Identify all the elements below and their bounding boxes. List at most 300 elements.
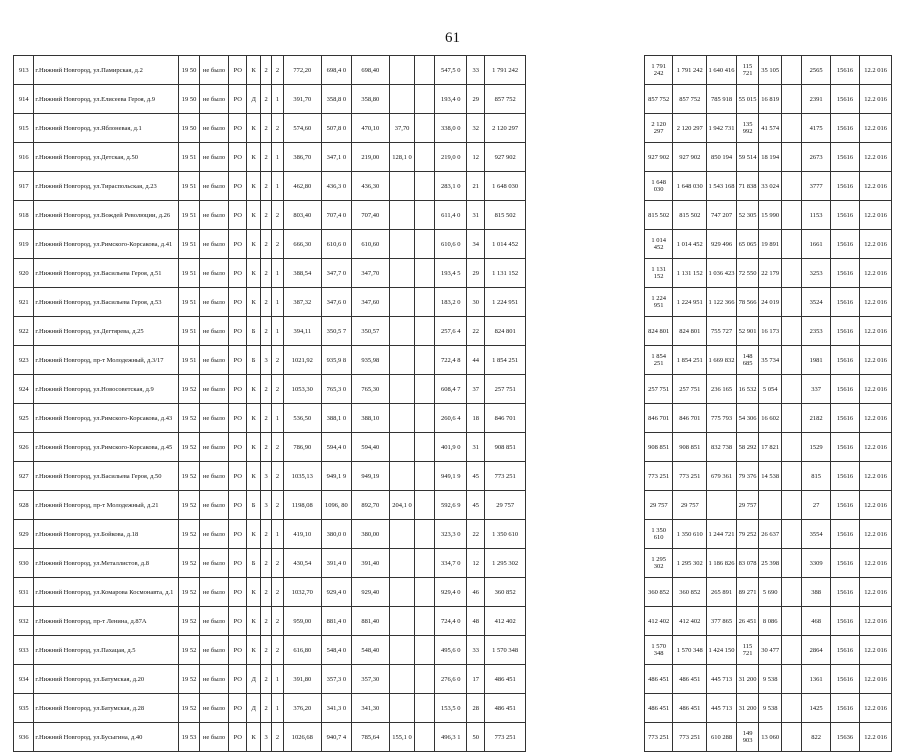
table-cell: Д	[247, 665, 261, 694]
table-cell: 12.2 016	[860, 665, 892, 694]
table-cell: 50	[467, 723, 485, 752]
table-cell: 772,20	[283, 56, 322, 85]
row-number-cell: 922	[14, 317, 34, 346]
table-cell	[782, 346, 802, 375]
table-cell: не было	[199, 114, 228, 143]
table-cell	[526, 462, 645, 491]
table-cell	[390, 375, 415, 404]
table-cell: 128,1 0	[390, 143, 415, 172]
table-cell	[390, 346, 415, 375]
table-cell: 265 891	[707, 578, 736, 607]
table-row	[14, 317, 892, 346]
table-cell: 2	[260, 259, 271, 288]
table-cell: Д	[247, 85, 261, 114]
table-cell	[415, 375, 435, 404]
row-number-cell: 916	[14, 143, 34, 172]
table-cell: 17	[467, 665, 485, 694]
table-cell: 386,70	[283, 143, 322, 172]
table-cell: 30	[467, 288, 485, 317]
table-cell: 52 305	[736, 201, 759, 230]
table-cell: 2	[272, 201, 283, 230]
table-cell: 358,80	[351, 85, 390, 114]
table-cell	[415, 578, 435, 607]
table-cell: 15616	[830, 346, 859, 375]
table-cell: 468	[802, 607, 830, 636]
table-cell: 12.2 016	[860, 317, 892, 346]
table-cell: 12.2 016	[860, 549, 892, 578]
table-cell: 347,70	[351, 259, 390, 288]
table-cell: 846 701	[485, 404, 526, 433]
address-cell: г.Нижний Новгород, ул.Батумская, д.20	[34, 665, 179, 694]
table-cell	[415, 723, 435, 752]
table-cell: К	[247, 201, 261, 230]
table-cell: не было	[199, 636, 228, 665]
table-cell: 16 602	[759, 404, 782, 433]
table-cell: 1 648 030	[673, 172, 707, 201]
table-cell: 2	[272, 636, 283, 665]
table-cell: 881,40	[351, 607, 390, 636]
table-row	[14, 201, 892, 230]
table-cell: 257 751	[644, 375, 672, 404]
table-cell: 37,70	[390, 114, 415, 143]
table-cell: 1 224 951	[644, 288, 672, 317]
table-cell: 486 451	[644, 665, 672, 694]
table-cell: 19 52	[179, 404, 199, 433]
table-cell: 78 566	[736, 288, 759, 317]
table-cell: 3777	[802, 172, 830, 201]
row-number-cell: 914	[14, 85, 34, 114]
table-cell: 22	[467, 520, 485, 549]
table-cell	[782, 317, 802, 346]
table-cell	[390, 288, 415, 317]
table-cell	[526, 346, 645, 375]
row-number-cell: 919	[14, 230, 34, 259]
table-cell: 341,3 0	[322, 694, 351, 723]
table-cell: Б	[247, 549, 261, 578]
register-table	[13, 55, 892, 752]
table-cell: 29	[467, 85, 485, 114]
table-cell: 1 854 251	[644, 346, 672, 375]
table-cell: РО	[229, 317, 247, 346]
address-cell: г.Нижний Новгород, ул.Васильева Героя, д.51	[34, 259, 179, 288]
address-cell: г.Нижний Новгород, ул.Римского-Корсакова, д.41	[34, 230, 179, 259]
table-cell: 34	[467, 230, 485, 259]
table-cell: 1 570 348	[485, 636, 526, 665]
table-cell: 815 502	[485, 201, 526, 230]
table-cell: 765,30	[351, 375, 390, 404]
table-cell: 935,98	[351, 346, 390, 375]
table-cell: 1 791 242	[644, 56, 672, 85]
table-cell: 1 854 251	[485, 346, 526, 375]
table-cell: 857 752	[644, 85, 672, 114]
table-row	[14, 404, 892, 433]
table-cell: 33	[467, 636, 485, 665]
address-cell: г.Нижний Новгород, ул.Римского-Корсакова, д.45	[34, 433, 179, 462]
table-cell: не было	[199, 462, 228, 491]
table-cell: 19 52	[179, 549, 199, 578]
table-cell: 347,1 0	[322, 143, 351, 172]
table-cell: 707,4 0	[322, 201, 351, 230]
table-cell: 380,0 0	[322, 520, 351, 549]
table-cell: РО	[229, 143, 247, 172]
table-cell: 5 054	[759, 375, 782, 404]
row-number-cell: 923	[14, 346, 34, 375]
table-cell: 45	[467, 462, 485, 491]
table-cell: 12.2 016	[860, 172, 892, 201]
table-cell: 815 502	[673, 201, 707, 230]
table-cell	[782, 723, 802, 752]
table-cell: 536,50	[283, 404, 322, 433]
address-cell: г.Нижний Новгород, ул.Тираспольская, д.23	[34, 172, 179, 201]
table-cell: 12.2 016	[860, 462, 892, 491]
table-cell	[782, 114, 802, 143]
table-cell: не было	[199, 578, 228, 607]
table-cell: 54 306	[736, 404, 759, 433]
table-cell: 257 751	[673, 375, 707, 404]
table-cell: 83 078	[736, 549, 759, 578]
table-cell	[782, 259, 802, 288]
table-cell: 1 648 030	[485, 172, 526, 201]
table-row	[14, 259, 892, 288]
address-cell: г.Нижний Новгород, пр-т Молодежный, д.3/17	[34, 346, 179, 375]
table-cell: 2	[260, 172, 271, 201]
table-cell: 786,90	[283, 433, 322, 462]
table-cell	[526, 549, 645, 578]
table-cell	[390, 520, 415, 549]
table-cell: не было	[199, 288, 228, 317]
address-cell: г.Нижний Новгород, ул.Памирская, д.2	[34, 56, 179, 85]
table-cell: 19 52	[179, 578, 199, 607]
table-cell	[782, 607, 802, 636]
table-row	[14, 346, 892, 375]
table-cell: 1032,70	[283, 578, 322, 607]
table-cell: 929,4 0	[322, 578, 351, 607]
table-cell: 183,2 0	[435, 288, 467, 317]
table-cell: не было	[199, 143, 228, 172]
table-cell: 357,3 0	[322, 665, 351, 694]
table-cell: 350,5 7	[322, 317, 351, 346]
table-cell: 1 543 168	[707, 172, 736, 201]
table-cell	[526, 114, 645, 143]
table-cell: 79 376	[736, 462, 759, 491]
table-cell: 2	[260, 520, 271, 549]
table-cell: 12.2 016	[860, 607, 892, 636]
table-cell: Д	[247, 694, 261, 723]
table-cell: 785 918	[707, 85, 736, 114]
table-cell: 388,1 0	[322, 404, 351, 433]
table-cell	[526, 665, 645, 694]
table-cell: 2 120 297	[673, 114, 707, 143]
table-cell	[707, 491, 736, 520]
table-cell	[526, 404, 645, 433]
table-cell: 15616	[830, 665, 859, 694]
table-cell: не было	[199, 433, 228, 462]
table-cell: 1 942 731	[707, 114, 736, 143]
table-cell: 15616	[830, 694, 859, 723]
row-number-cell: 935	[14, 694, 34, 723]
table-cell: 2	[272, 491, 283, 520]
table-cell: 12.2 016	[860, 723, 892, 752]
table-cell: 12.2 016	[860, 694, 892, 723]
table-cell: 1035,13	[283, 462, 322, 491]
table-cell: 15616	[830, 56, 859, 85]
table-cell: 1981	[802, 346, 830, 375]
table-cell: 19 50	[179, 85, 199, 114]
table-cell: 1 350 610	[673, 520, 707, 549]
table-cell: не было	[199, 491, 228, 520]
table-cell: 959,00	[283, 607, 322, 636]
table-cell: 2	[272, 723, 283, 752]
table-cell: 1 014 452	[644, 230, 672, 259]
table-cell: 350,57	[351, 317, 390, 346]
row-number-cell: 920	[14, 259, 34, 288]
table-cell: 71 838	[736, 172, 759, 201]
table-cell	[390, 85, 415, 114]
table-cell: 927 902	[485, 143, 526, 172]
table-cell: не было	[199, 665, 228, 694]
table-cell: 2	[272, 56, 283, 85]
table-cell: РО	[229, 201, 247, 230]
table-cell: 2391	[802, 85, 830, 114]
table-cell: 19 53	[179, 723, 199, 752]
table-cell	[390, 694, 415, 723]
table-cell: 765,3 0	[322, 375, 351, 404]
table-cell: 401,9 0	[435, 433, 467, 462]
table-cell: 698,40	[351, 56, 390, 85]
table-cell: не было	[199, 346, 228, 375]
table-cell: 486 451	[673, 665, 707, 694]
table-cell	[782, 578, 802, 607]
table-cell: 1 648 030	[644, 172, 672, 201]
table-cell: 857 752	[673, 85, 707, 114]
table-cell: 803,40	[283, 201, 322, 230]
row-number-cell: 926	[14, 433, 34, 462]
row-number-cell: 934	[14, 665, 34, 694]
table-cell: 2	[260, 433, 271, 462]
table-cell: 486 451	[485, 665, 526, 694]
table-cell: 2	[272, 346, 283, 375]
table-cell: 89 271	[736, 578, 759, 607]
table-cell: 773 251	[485, 462, 526, 491]
table-cell: 2	[260, 56, 271, 85]
table-cell: 594,40	[351, 433, 390, 462]
table-cell: 1 295 302	[673, 549, 707, 578]
table-cell: 2	[272, 433, 283, 462]
table-cell: 679 361	[707, 462, 736, 491]
address-cell: г.Нижний Новгород, ул.Детская, д.50	[34, 143, 179, 172]
table-cell: 436,30	[351, 172, 390, 201]
table-cell: 1	[272, 404, 283, 433]
table-row	[14, 607, 892, 636]
table-cell: 283,1 0	[435, 172, 467, 201]
table-cell: 24 019	[759, 288, 782, 317]
table-cell: 698,4 0	[322, 56, 351, 85]
table-cell: не было	[199, 723, 228, 752]
table-cell: 15616	[830, 85, 859, 114]
table-cell: 12	[467, 549, 485, 578]
table-cell: 12.2 016	[860, 201, 892, 230]
table-cell: 12.2 016	[860, 578, 892, 607]
table-cell: 12.2 016	[860, 636, 892, 665]
address-cell: г.Нижний Новгород, ул.Комарова Космонавта, д.1	[34, 578, 179, 607]
table-cell: 610,6 0	[435, 230, 467, 259]
table-cell: 486 451	[673, 694, 707, 723]
table-cell	[415, 491, 435, 520]
table-cell	[782, 433, 802, 462]
table-cell: 1 570 348	[644, 636, 672, 665]
table-cell: 419,10	[283, 520, 322, 549]
table-cell	[526, 520, 645, 549]
table-cell: 19 50	[179, 56, 199, 85]
table-cell: 2	[272, 114, 283, 143]
table-cell: 775 793	[707, 404, 736, 433]
table-cell: 747 207	[707, 201, 736, 230]
table-cell: 31 200	[736, 694, 759, 723]
table-cell	[782, 288, 802, 317]
table-cell: 496,3 1	[435, 723, 467, 752]
table-cell: 2864	[802, 636, 830, 665]
table-cell: 347,6 0	[322, 288, 351, 317]
row-number-cell: 918	[14, 201, 34, 230]
table-cell	[390, 665, 415, 694]
table-cell: РО	[229, 375, 247, 404]
table-cell: 29 757	[485, 491, 526, 520]
table-cell: 1 295 302	[644, 549, 672, 578]
table-cell: 785,64	[351, 723, 390, 752]
table-cell: РО	[229, 288, 247, 317]
table-cell: 1425	[802, 694, 830, 723]
table-cell	[415, 317, 435, 346]
table-cell: 1	[272, 665, 283, 694]
table-cell: 1	[272, 288, 283, 317]
table-cell: РО	[229, 578, 247, 607]
table-cell: 2	[272, 462, 283, 491]
table-cell: 19 52	[179, 433, 199, 462]
table-cell: Б	[247, 491, 261, 520]
table-cell: 1 036 423	[707, 259, 736, 288]
table-cell: 388,10	[351, 404, 390, 433]
table-cell	[415, 259, 435, 288]
table-cell	[526, 56, 645, 85]
table-cell: 773 251	[485, 723, 526, 752]
address-cell: г.Нижний Новгород, ул.Бойкова, д.18	[34, 520, 179, 549]
table-cell: 27	[802, 491, 830, 520]
table-cell: 18	[467, 404, 485, 433]
row-number-cell: 930	[14, 549, 34, 578]
table-cell: 495,6 0	[435, 636, 467, 665]
table-cell: 15616	[830, 404, 859, 433]
table-cell: 12.2 016	[860, 230, 892, 259]
table-cell: РО	[229, 404, 247, 433]
table-cell: 1 854 251	[673, 346, 707, 375]
table-cell: 12.2 016	[860, 288, 892, 317]
table-cell: РО	[229, 346, 247, 375]
table-cell: 755 727	[707, 317, 736, 346]
table-cell: 12.2 016	[860, 404, 892, 433]
table-cell: 3	[260, 723, 271, 752]
table-cell: 19 52	[179, 375, 199, 404]
table-cell: 19 52	[179, 520, 199, 549]
table-cell: 19 891	[759, 230, 782, 259]
table-row	[14, 491, 892, 520]
table-cell: 2182	[802, 404, 830, 433]
table-cell: 846 701	[644, 404, 672, 433]
table-cell: РО	[229, 172, 247, 201]
table-row	[14, 56, 892, 85]
table-cell	[390, 549, 415, 578]
table-cell: 2	[260, 85, 271, 114]
row-number-cell: 925	[14, 404, 34, 433]
table-cell: 360 852	[644, 578, 672, 607]
table-cell: не было	[199, 404, 228, 433]
table-cell: 2	[260, 578, 271, 607]
table-row	[14, 288, 892, 317]
table-cell: 929,40	[351, 578, 390, 607]
table-cell: 949,1 9	[322, 462, 351, 491]
address-cell: г.Нижний Новгород, ул.Яблоневая, д.1	[34, 114, 179, 143]
table-cell: 341,30	[351, 694, 390, 723]
table-cell: не было	[199, 607, 228, 636]
table-cell: 462,80	[283, 172, 322, 201]
table-cell: не было	[199, 694, 228, 723]
table-cell: 1 224 951	[673, 288, 707, 317]
table-cell: 1053,30	[283, 375, 322, 404]
table-cell: 12.2 016	[860, 491, 892, 520]
table-cell: 15616	[830, 172, 859, 201]
table-cell: Б	[247, 317, 261, 346]
table-cell: 5 690	[759, 578, 782, 607]
table-cell: 2	[260, 404, 271, 433]
table-cell: 25 398	[759, 549, 782, 578]
table-cell: 360 852	[673, 578, 707, 607]
table-cell: РО	[229, 549, 247, 578]
table-cell: 9 538	[759, 694, 782, 723]
table-cell: 19 51	[179, 288, 199, 317]
table-cell: 29 757	[673, 491, 707, 520]
table-cell: 13 060	[759, 723, 782, 752]
table-cell	[415, 520, 435, 549]
table-cell: 1 350 610	[485, 520, 526, 549]
table-cell: 1	[272, 520, 283, 549]
table-cell	[782, 665, 802, 694]
table-cell: 16 532	[736, 375, 759, 404]
table-cell: 153,5 0	[435, 694, 467, 723]
table-cell: К	[247, 607, 261, 636]
table-cell	[390, 259, 415, 288]
table-cell: 257,6 4	[435, 317, 467, 346]
table-cell: 1153	[802, 201, 830, 230]
row-number-cell: 921	[14, 288, 34, 317]
table-cell: РО	[229, 114, 247, 143]
table-cell: 338,0 0	[435, 114, 467, 143]
table-cell	[526, 433, 645, 462]
table-cell: 412 402	[673, 607, 707, 636]
table-cell: 707,40	[351, 201, 390, 230]
table-cell: 815	[802, 462, 830, 491]
table-cell: 72 550	[736, 259, 759, 288]
table-cell: 26 451	[736, 607, 759, 636]
table-cell	[759, 491, 782, 520]
address-cell: г.Нижний Новгород, ул.Металлистов, д.8	[34, 549, 179, 578]
table-cell: 2 120 297	[485, 114, 526, 143]
table-cell: 12.2 016	[860, 143, 892, 172]
table-cell	[526, 288, 645, 317]
address-cell: г.Нижний Новгород, ул.Батумская, д.28	[34, 694, 179, 723]
table-row	[14, 520, 892, 549]
table-cell: 2565	[802, 56, 830, 85]
table-cell	[415, 172, 435, 201]
address-cell: г.Нижний Новгород, ул.Дегтярева, д.25	[34, 317, 179, 346]
